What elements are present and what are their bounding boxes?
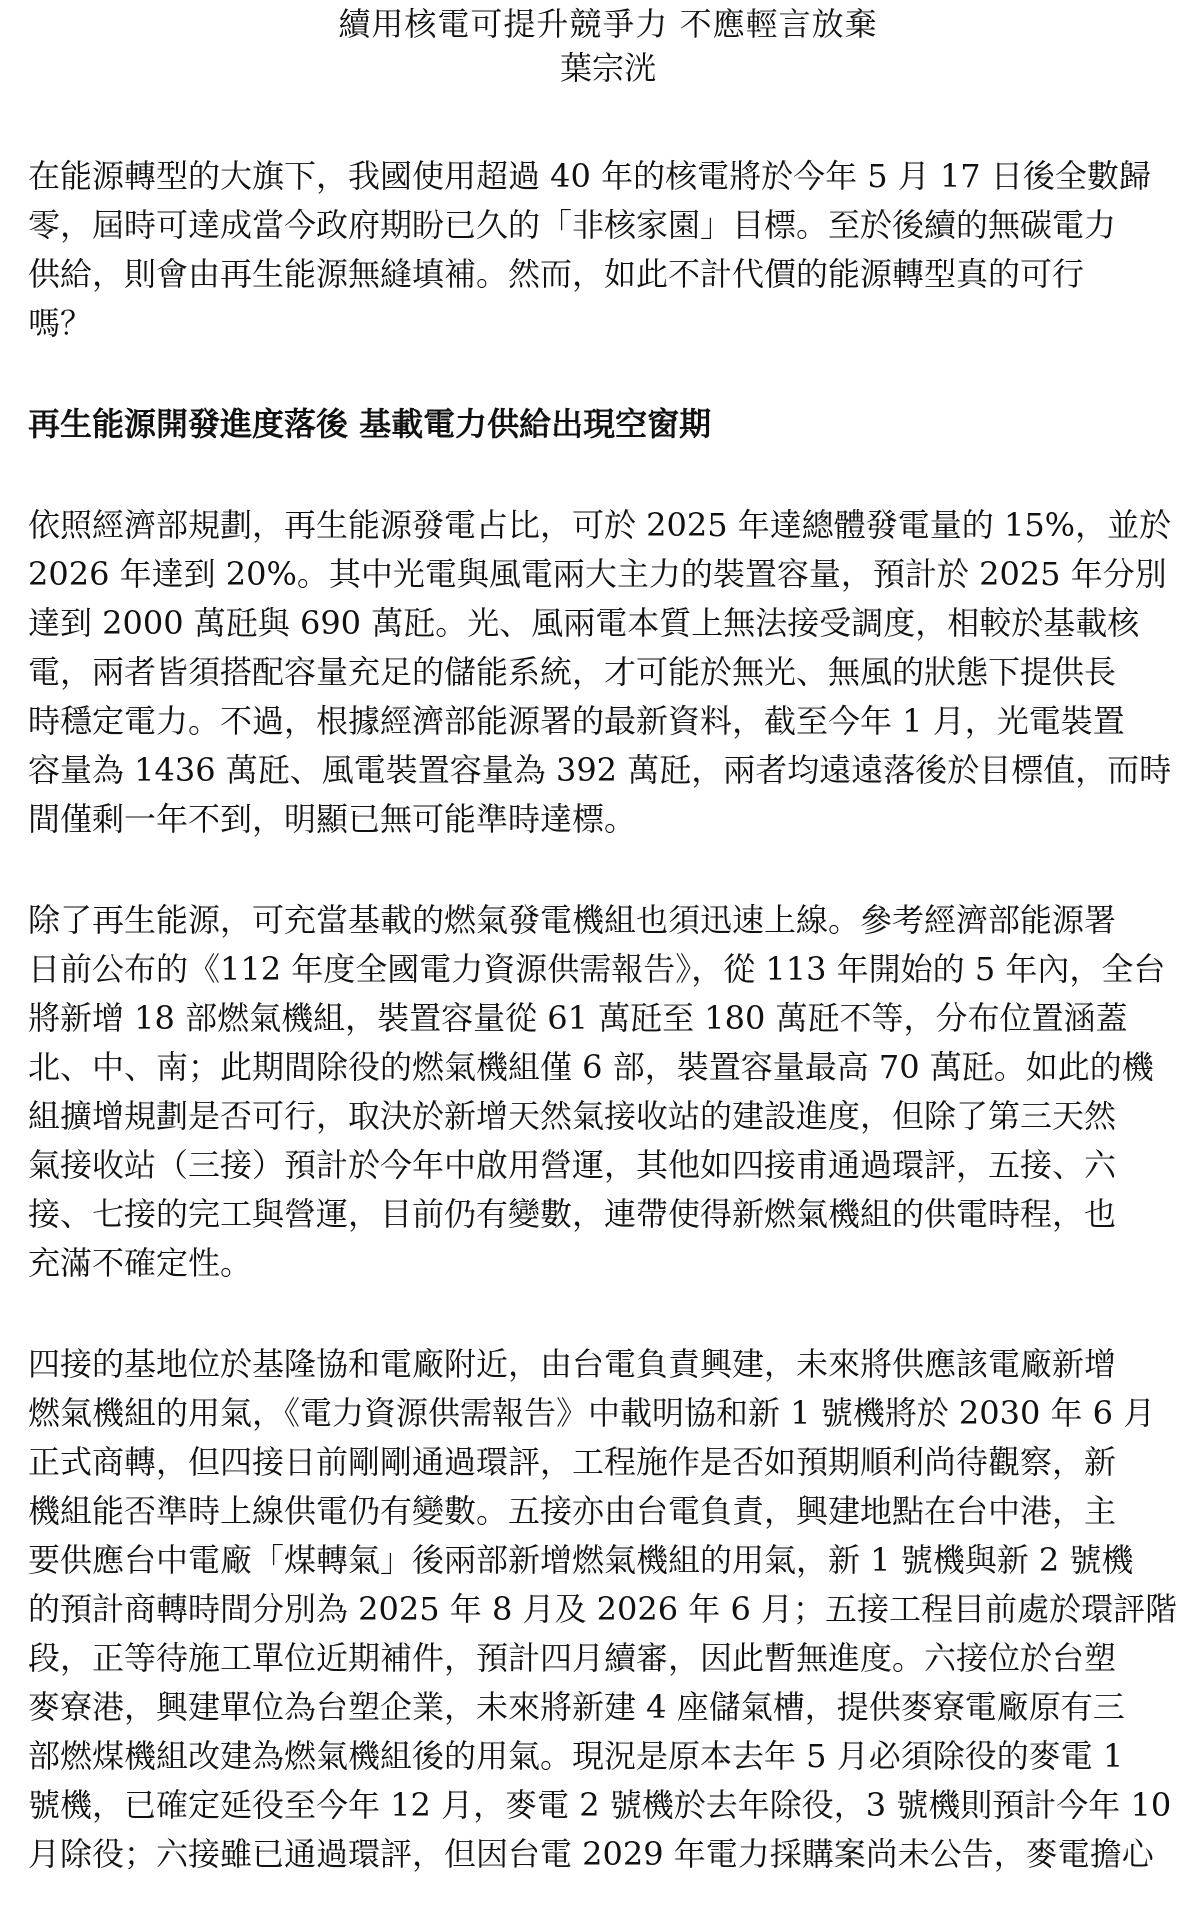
- section-heading: [28, 400, 1188, 449]
- paragraph-line: 北、中、南；此期間除役的燃氣機組僅 6 部，裝置容量最高 70 萬瓩。如此的機: [28, 1048, 1154, 1086]
- paragraph-line: 依照經濟部規劃，再生能源發電占比，可於 2025 年達總體發電量的 15%，並於: [28, 506, 1172, 544]
- paragraph-line: 間僅剩一年不到，明顯已無可能準時達標。: [28, 800, 637, 838]
- paragraph-line: 麥寮港，興建單位為台塑企業，未來將新建 4 座儲氣槽，提供麥寮電廠原有三: [28, 1688, 1125, 1726]
- paragraph-line: 2026 年達到 20%。其中光電與風電兩大主力的裝置容量，預計於 2025 年分別: [28, 555, 1167, 593]
- paragraph-line: 零，屆時可達成當今政府期盼已久的「非核家園」目標。至於後續的無碳電力: [28, 206, 1117, 244]
- body-paragraph: [28, 1340, 1188, 1879]
- paragraph-line: 氣接收站（三接）預計於今年中啟用營運，其他如四接甫通過環評，五接、六: [28, 1146, 1117, 1184]
- paragraph-line: 月除役；六接雖已通過環評，但因台電 2029 年電力採購案尚未公告，麥電擔心: [28, 1835, 1154, 1873]
- paragraph-gap: [28, 1288, 1188, 1340]
- paragraph-gap: [28, 844, 1188, 896]
- paragraph-line: 時穩定電力。不過，根據經濟部能源署的最新資料，截至今年 1 月，光電裝置: [28, 702, 1125, 740]
- body-paragraph: [28, 896, 1188, 1288]
- paragraph-line: 供給，則會由再生能源無縫填補。然而，如此不計代價的能源轉型真的可行: [28, 255, 1085, 293]
- document-author: 葉宗洸: [559, 49, 656, 87]
- paragraph-line: 達到 2000 萬瓩與 690 萬瓩。光、風兩電本質上無法接受調度，相較於基載核: [28, 604, 1140, 642]
- paragraph-line: 容量為 1436 萬瓩、風電裝置容量為 392 萬瓩，兩者均遠遠落後於目標值，而時: [28, 751, 1172, 789]
- paragraph-line: 正式商轉，但四接日前剛剛通過環評，工程施作是否如預期順利尚待觀察，新: [28, 1443, 1117, 1481]
- paragraph-line: 部燃煤機組改建為燃氣機組後的用氣。現況是原本去年 5 月必須除役的麥電 1: [28, 1737, 1124, 1775]
- paragraph-line: 在能源轉型的大旗下，我國使用超過 40 年的核電將於今年 5 月 17 日後全數歸: [28, 157, 1151, 195]
- document-body: [28, 152, 1188, 1879]
- title-block: [0, 2, 1204, 90]
- paragraph-line: 接、七接的完工與營運，目前仍有變數，連帶使得新燃氣機組的供電時程，也: [28, 1195, 1117, 1233]
- paragraph-gap: [28, 449, 1188, 501]
- paragraph-line: 要供應台中電廠「煤轉氣」後兩部新增燃氣機組的用氣，新 1 號機與新 2 號機: [28, 1541, 1134, 1579]
- paragraph-line: 充滿不確定性。: [28, 1244, 253, 1282]
- paragraph-line: 的預計商轉時間分別為 2025 年 8 月及 2026 年 6 月；五接工程目前處於環評階: [28, 1590, 1177, 1628]
- heading-line: 再生能源開發進度落後 基載電力供給出現空窗期: [28, 405, 712, 443]
- paragraph-line: 日前公布的《112 年度全國電力資源供需報告》，從 113 年開始的 5 年內，全台: [28, 950, 1166, 988]
- body-paragraph: [28, 152, 1188, 348]
- body-paragraph: [28, 501, 1188, 844]
- paragraph-line: 燃氣機組的用氣，《電力資源供需報告》中載明協和新 1 號機將於 2030 年 6 月: [28, 1394, 1156, 1432]
- paragraph-line: 將新增 18 部燃氣機組，裝置容量從 61 萬瓩至 180 萬瓩不等，分布位置涵蓋: [28, 999, 1128, 1037]
- paragraph-line: 段，正等待施工單位近期補件，預計四月續審，因此暫無進度。六接位於台塑: [28, 1639, 1117, 1677]
- paragraph-line: 號機，已確定延役至今年 12 月，麥電 2 號機於去年除役，3 號機則預計今年 10: [28, 1786, 1172, 1824]
- document-title: 續用核電可提升競爭力 不應輕言放棄: [338, 5, 878, 43]
- paragraph-line: 組擴增規劃是否可行，取決於新增天然氣接收站的建設進度，但除了第三天然: [28, 1097, 1117, 1135]
- paragraph-line: 電，兩者皆須搭配容量充足的儲能系統，才可能於無光、無風的狀態下提供長: [28, 653, 1117, 691]
- paragraph-line: 除了再生能源，可充當基載的燃氣發電機組也須迅速上線。參考經濟部能源署: [28, 901, 1117, 939]
- paragraph-gap: [28, 348, 1188, 400]
- paragraph-line: 嗎？: [28, 304, 93, 342]
- paragraph-line: 機組能否準時上線供電仍有變數。五接亦由台電負責，興建地點在台中港，主: [28, 1492, 1117, 1530]
- paragraph-line: 四接的基地位於基隆協和電廠附近，由台電負責興建，未來將供應該電廠新增: [28, 1345, 1117, 1383]
